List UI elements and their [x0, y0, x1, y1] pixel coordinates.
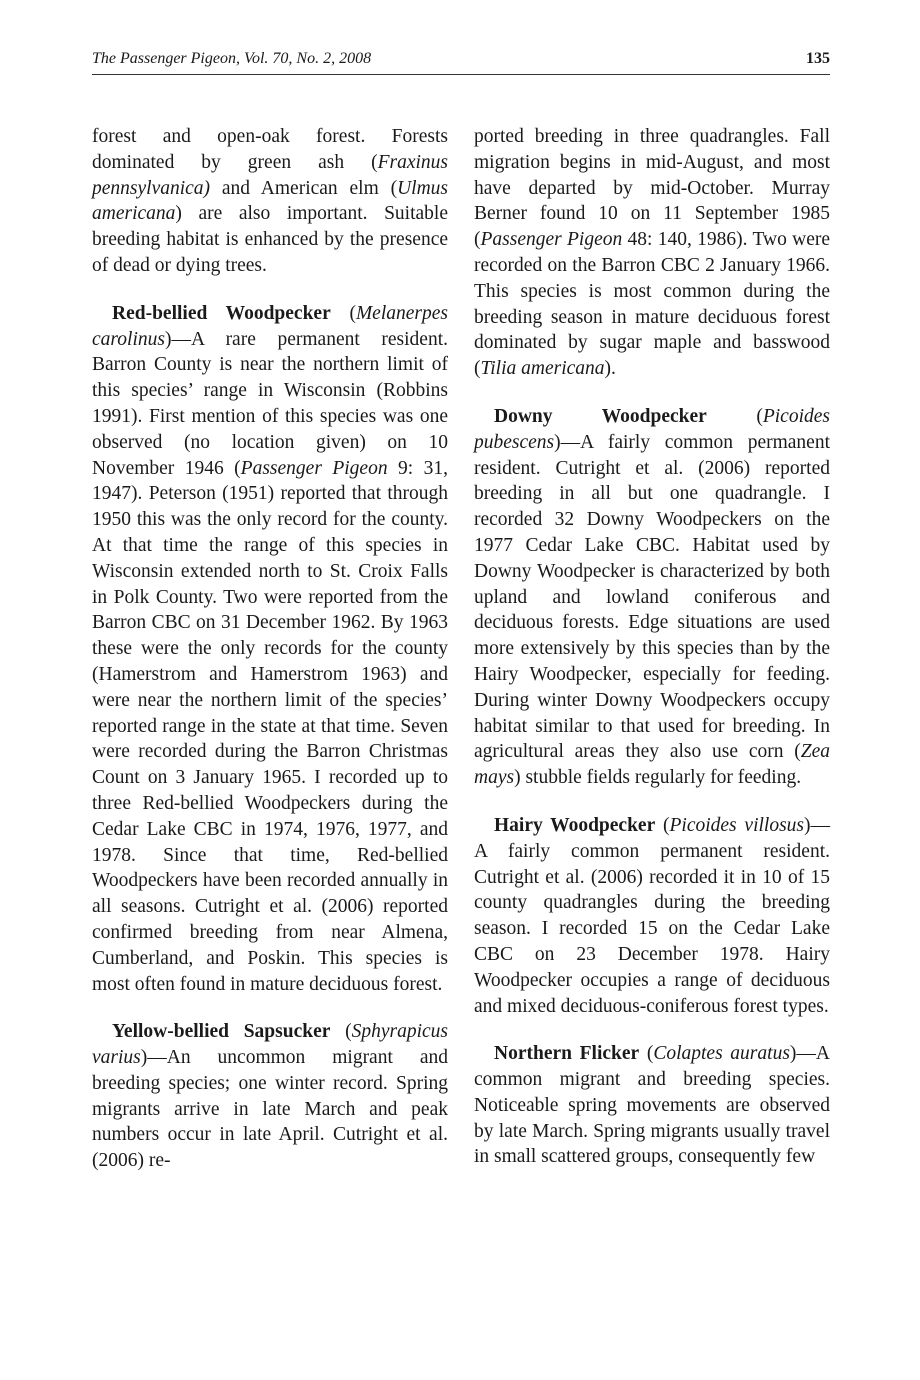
scientific-name: Picoides pubescens	[474, 405, 830, 453]
text-run: and American elm (	[210, 177, 398, 199]
journal-reference: Passenger Pigeon	[480, 229, 623, 251]
page-number: 135	[806, 50, 830, 67]
text-run: )—A fairly common permanent resident. Cutright et al. (2006) reported breeding in all but one quadrangle. I recorded 32 Downy Woodpeckers on the 1977 Cedar Lake CBC. Habitat used by Downy Woodpecker is characterized by both upland and lowland coniferous and deciduous forests. Edge situations are used more extensively by this species than by the Hairy Woodpecker, especially for feeding. During winter Downy Woodpeckers occupy habitat similar to that used for breeding. In agricultural areas they also use corn (	[474, 431, 830, 763]
text-run: ported breeding in three quadrangles. Fall migration begins in mid-August, and most have departed by mid-October. Murray Berner found 10 on 11 September 1985 (	[474, 126, 830, 251]
species-name: Red-bellied Woodpecker	[112, 302, 331, 324]
scientific-name: Melanerpes carolinus	[92, 302, 448, 350]
species-name: Hairy Woodpecker	[494, 814, 656, 836]
right-column	[474, 124, 830, 1192]
journal-citation: The Passenger Pigeon, Vol. 70, No. 2, 2008	[92, 50, 372, 67]
scientific-name: Picoides villosus	[669, 814, 804, 836]
text-run: ) stubble fields regularly for feeding.	[514, 767, 802, 789]
text-run: forest and open-oak forest. Forests dominated by green ash (	[92, 126, 448, 173]
species-account-hairy-woodpecker	[474, 813, 830, 1019]
scientific-name: Colaptes auratus	[653, 1043, 790, 1065]
text-run: )—An uncommon migrant and breeding species; one winter record. Spring migrants arrive in late March and peak numbers occur in late April. Cutright et al. (2006) re-	[92, 1047, 448, 1172]
text-run: (	[330, 1021, 352, 1043]
text-run: )—A fairly common permanent resident. Cutright et al. (2006) recorded it in 10 of 15 county quadrangles during the breeding season. I recorded 15 on the Cedar Lake CBC on 23 December 1978. Hairy Woodpecker occupies a range of deciduous and mixed deciduous-coniferous forest types.	[474, 814, 830, 1017]
species-name: Downy Woodpecker	[494, 405, 707, 427]
text-run: )—A common migrant and breeding species. Noticeable spring movements are observed by late March. Spring migrants usually travel in small scattered groups, consequently few	[474, 1043, 830, 1168]
text-run: (	[639, 1043, 654, 1065]
scientific-name: Zea mays	[474, 741, 830, 789]
species-account-northern-flicker	[474, 1041, 830, 1170]
text-run: )—A rare permanent resident. Barron County is near the northern limit of this species’ range in Wisconsin (Robbins 1991). First mention of this species was one observed (no location given) on 10 November 1946 (	[92, 328, 448, 479]
text-run: (	[706, 405, 763, 427]
species-account-red-bellied-woodpecker	[92, 301, 448, 998]
species-account-downy-woodpecker	[474, 404, 830, 791]
sapsucker-continuation-paragraph	[474, 124, 830, 382]
species-account-yellow-bellied-sapsucker	[92, 1019, 448, 1174]
species-name: Yellow-bellied Sapsucker	[112, 1021, 331, 1043]
text-run: (	[330, 302, 356, 324]
text-run: 9: 31, 1947). Peterson (1951) reported that through 1950 this was the only record for the county. At that time the range of this species in Wisconsin extended north to St. Croix Falls in Polk County. Two were reported from the Barron CBC on 31 December 1962. By 1963 these were the only records for the county (Hamerstrom and Hamerstrom 1963) and were near the northern limit of the species’ reported range in the state at that time. Seven were recorded during the Barron Christmas Count on 3 January 1965. I recorded up to three Red-bellied Woodpeckers during the Cedar Lake CBC in 1974, 1976, 1977, and 1978. Since that time, Red-bellied Woodpeckers have been recorded annually in all seasons. Cutright et al. (2006) reported confirmed breeding from near Almena, Cumberland, and Poskin. This species is most often found in mature deciduous forest.	[92, 457, 448, 995]
running-header	[92, 48, 830, 75]
text-run: 48: 140, 1986). Two were recorded on the Barron CBC 2 January 1966. This species is most common during the breeding season in mature deciduous forest dominated by sugar maple and basswood (	[474, 229, 830, 380]
left-column	[92, 124, 448, 1196]
journal-reference: Passenger Pigeon	[240, 457, 388, 479]
scientific-name: Tilia americana	[480, 358, 605, 380]
scientific-name: Sphyrapicus varius	[92, 1021, 448, 1069]
species-name: Northern Flicker	[494, 1043, 640, 1065]
habitat-continuation-paragraph	[92, 124, 448, 279]
text-run: (	[655, 814, 670, 836]
text-run: ) are also important. Suitable breeding habitat is enhanced by the presence of dead or dying trees.	[92, 203, 448, 276]
text-run: ).	[604, 358, 616, 380]
scientific-name: Fraxinus pennsylvanica)	[92, 151, 448, 199]
scientific-name: Ulmus americana	[92, 177, 448, 225]
